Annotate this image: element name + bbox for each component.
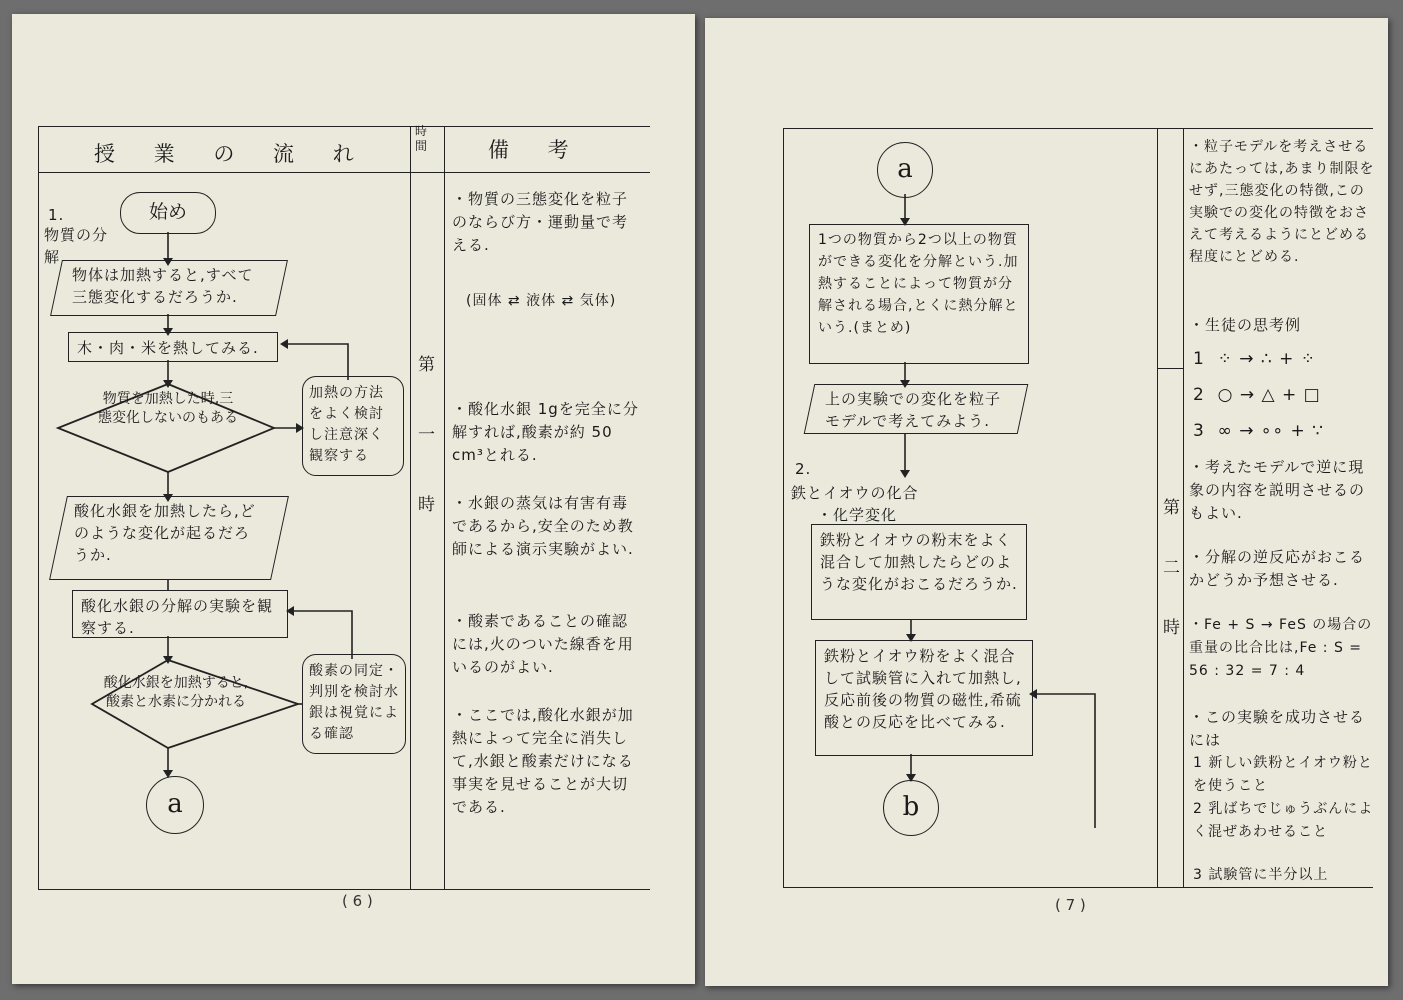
note-reverse-reaction: ・分解の逆反応がおこるかどうか予想させる. [1189, 548, 1366, 589]
note-three-states: ・物質の三態変化を粒子のならび方・運動量で考える. [452, 190, 629, 254]
note-reverse-explain: ・考えたモデルで逆に現象の内容を説明させるのもよい. [1189, 458, 1366, 522]
section-number: 1. [48, 206, 65, 224]
step-mix-and-heat: 鉄粉とイオウ粉をよく混合して試験管に入れて加熱し,反応前後の物質の磁性,希硫酸との反応を比べてみる. [815, 640, 1033, 756]
start-terminal: 始め [120, 192, 216, 234]
note-condition-2: 2 乳ばちでじゅうぶんによく混ぜあわせること [1193, 801, 1374, 840]
note-particle-model: ・粒子モデルを考えさせるにあたっては,あまり制限をせず,三態変化の特徴,この実験での変化の特徴をおさえて考えるようにとどめる程度にとどめる. [1189, 139, 1375, 265]
step-particle-model: 上の実験での変化を粒子モデルで考えてみよう. [809, 384, 1023, 434]
step-observe-carefully: 加熱の方法をよく検討し注意深く観察する [302, 376, 404, 476]
decision-split: 酸化水銀を加熱すると,酸素と水素に分かれる [103, 675, 249, 710]
note-condition-1: 1 新しい鉄粉とイオウ粉とを使うこと [1193, 755, 1373, 794]
note-weight-ratio: ・Fe + S → FeS の場合の重量の比合比は,Fe : S = 56 : 32 = 7 : 4 [1189, 617, 1373, 679]
header-time: 時間 [415, 124, 428, 153]
step-question-mercury: 酸化水銀を加熱したら,どのような変化が起るだろうか. [58, 496, 280, 580]
connector-a: a [146, 776, 204, 834]
step-question-iron-sulfur: 鉄粉とイオウの粉末をよく混合して加熱したらどのような変化がおこるだろうか. [811, 524, 1027, 620]
step-summary-decomposition: 1つの物質から2つ以上の物質ができる変化を分解という.加熱することによって物質が分解される場合,とくに熱分解という.(まとめ) [809, 224, 1029, 364]
step-identify-oxygen: 酸素の同定・判別を検討水銀は視覚による確認 [302, 654, 406, 754]
note-condition-3: 3 試験管に半分以上 [1193, 867, 1329, 883]
section-title: 物質の分解 [44, 226, 109, 266]
right-page [705, 18, 1388, 986]
note-state-diagram: (固体 ⇄ 液体 ⇄ 気体) [466, 293, 617, 309]
note-success-conditions: ・この実験を成功させるには [1189, 708, 1366, 749]
time-label-2: 第二時 [1163, 498, 1181, 638]
connector-a-top: a [877, 142, 933, 198]
note-example-3: 3 ∞ → ∘∘ + ∵ [1193, 421, 1324, 441]
header-notes: 備 考 [488, 138, 585, 162]
note-oxygen-test: ・酸素であることの確認には,火のついた線香を用いるのがよい. [452, 612, 634, 676]
decision-no-change: 物質を加熱した時,三態変化しないのもある [98, 391, 238, 426]
note-complete-disappear: ・ここでは,酸化水銀が加熱によって完全に消失して,水銀と酸素だけになる事実を見せることが大切である. [452, 706, 634, 816]
note-example-1: 1 ⁘ → ∴ + ⁘ [1193, 349, 1317, 369]
section2-subtitle: ・化学変化 [817, 506, 898, 524]
time-label-1: 第一時 [418, 355, 436, 515]
header-flow: 授 業 の 流 れ [94, 142, 370, 166]
connector-b: b [883, 780, 939, 836]
note-example-2: 2 ○ → △ + □ [1193, 385, 1321, 405]
page-number-right: ( 7 ) [1055, 896, 1086, 914]
page-number-left: ( 6 ) [342, 892, 373, 910]
step-heat-wood: 木・肉・米を熱してみる. [68, 332, 278, 362]
section2-number: 2. [795, 460, 812, 478]
step-observe-decomposition: 酸化水銀の分解の実験を観察する. [72, 590, 288, 638]
left-page [12, 14, 695, 984]
section2-title: 鉄とイオウの化合 [791, 484, 919, 502]
step-question-heating: 物体は加熱すると,すべて三態変化するだろうか. [56, 260, 282, 316]
note-mercury-toxic: ・水銀の蒸気は有害有毒であるから,安全のため教師による演示実験がよい. [452, 494, 634, 558]
note-oxygen-volume: ・酸化水銀 1gを完全に分解すれば,酸素が約 50 cm³とれる. [452, 400, 639, 464]
note-student-examples: ・生徒の思考例 [1189, 316, 1302, 334]
